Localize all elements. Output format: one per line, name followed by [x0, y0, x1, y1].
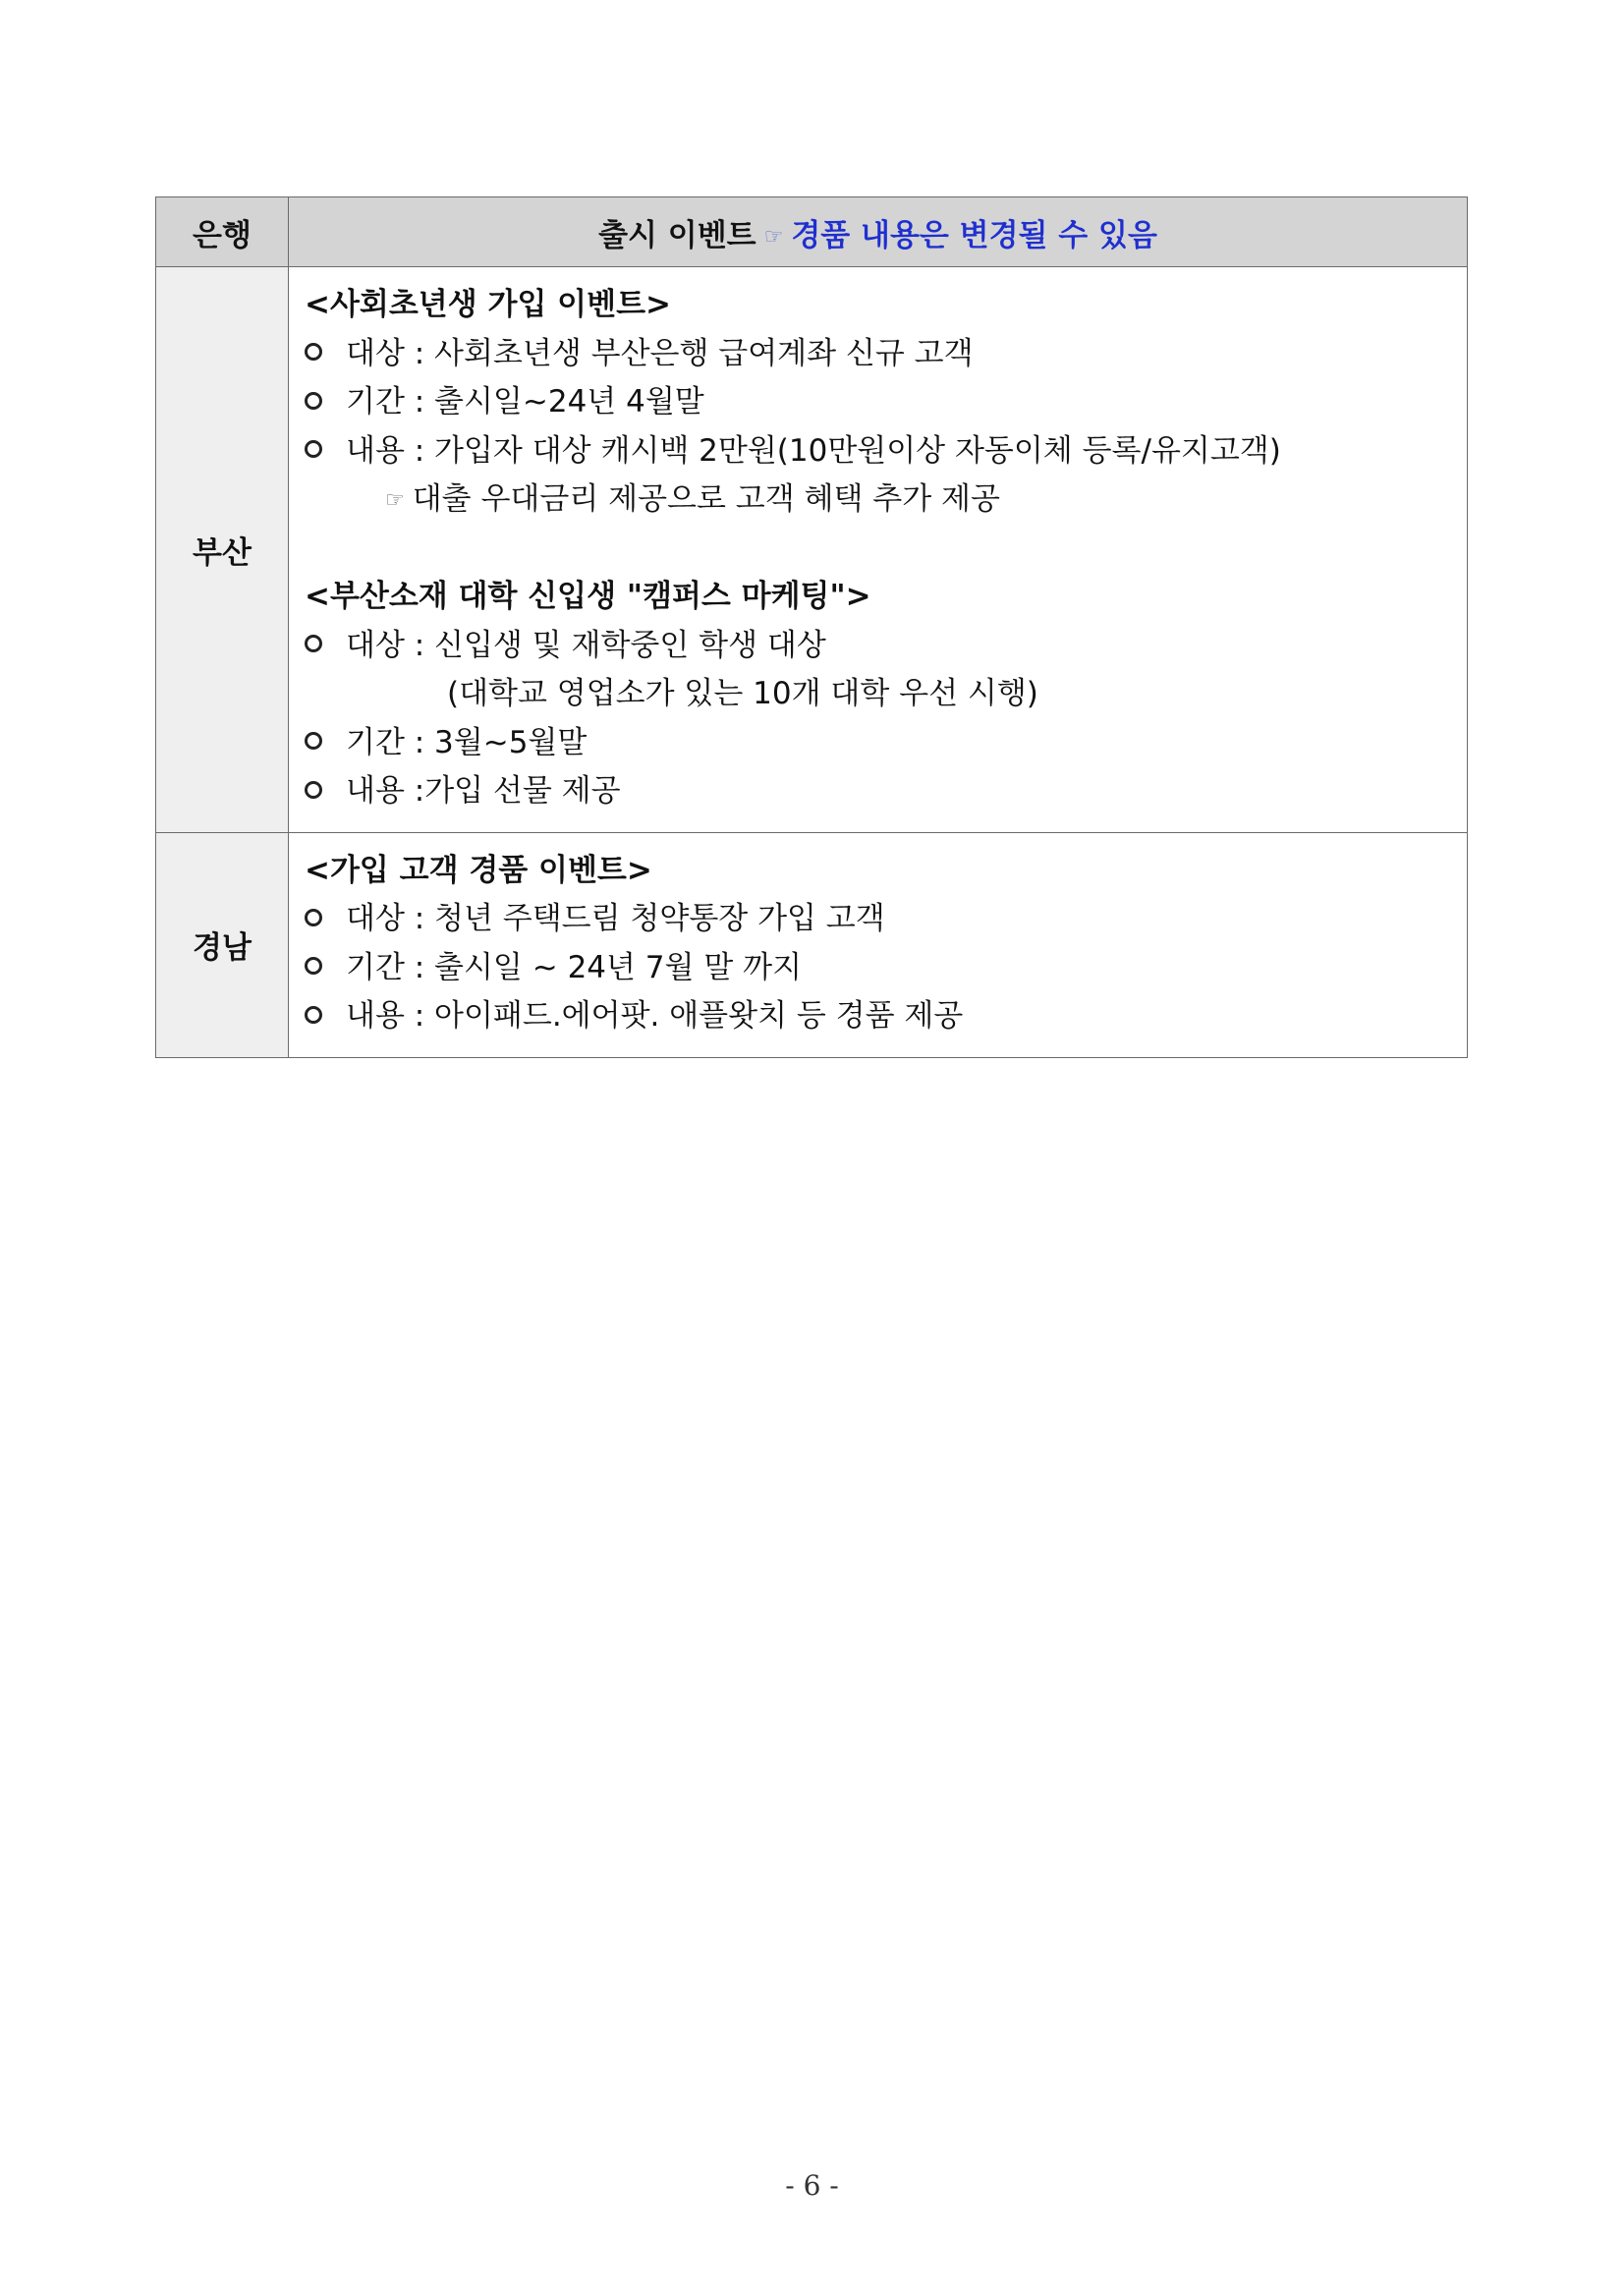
- event-period: 기간 : 출시일~24년 4월말: [289, 378, 1467, 427]
- event-period: 기간 : 3월~5월말: [289, 719, 1467, 768]
- event-content: 내용 : 가입자 대상 캐시백 2만원(10만원이상 자동이체 등록/유지고객): [289, 427, 1467, 476]
- circle-bullet-icon: [305, 392, 322, 410]
- event-title: <가입 고객 경품 이벤트>: [305, 852, 652, 888]
- event-content: 내용 :가입 선물 제공: [289, 767, 1467, 816]
- event-period: 기간 : 출시일 ~ 24년 7월 말 까지: [289, 944, 1467, 993]
- events-gyeongnam: [289, 832, 1468, 1057]
- page-number: - 6 -: [785, 2169, 839, 2202]
- event-target-sub: (대학교 영업소가 있는 10개 대학 우선 시행): [447, 676, 1038, 711]
- event-title: <부산소재 대학 신입생 "캠퍼스 마케팅">: [305, 579, 871, 614]
- event-target: 대상 : 사회초년생 부산은행 급여계좌 신규 고객: [289, 330, 1467, 379]
- circle-bullet-icon: [305, 909, 322, 926]
- event-target: 대상 : 신입생 및 재학중인 학생 대상: [289, 622, 1467, 671]
- table-header-row: [156, 197, 1468, 267]
- bank-name-busan: 부산: [156, 267, 289, 833]
- spacer: [289, 525, 1467, 574]
- circle-bullet-icon: [305, 343, 322, 361]
- pointing-hand-icon: ☞: [763, 224, 784, 250]
- table-row-gyeongnam: [156, 832, 1468, 1057]
- table-row-busan: [156, 267, 1468, 833]
- events-busan: [289, 267, 1468, 833]
- circle-bullet-icon: [305, 440, 322, 458]
- header-note: 경품 내용은 변경될 수 있음: [791, 217, 1157, 253]
- event-table: [155, 196, 1468, 1058]
- header-events: [289, 197, 1468, 267]
- circle-bullet-icon: [305, 732, 322, 750]
- bank-name-gyeongnam: 경남: [156, 832, 289, 1057]
- circle-bullet-icon: [305, 1006, 322, 1024]
- header-bank: 은행: [156, 197, 289, 267]
- header-events-label: 출시 이벤트: [598, 217, 756, 253]
- pointing-hand-icon: ☞: [385, 488, 405, 513]
- circle-bullet-icon: [305, 781, 322, 799]
- event-target: 대상 : 청년 주택드림 청약통장 가입 고객: [289, 895, 1467, 944]
- circle-bullet-icon: [305, 635, 322, 652]
- event-title: <사회초년생 가입 이벤트>: [305, 287, 671, 322]
- event-note: ☞ 대출 우대금리 제공으로 고객 혜택 추가 제공: [289, 476, 1467, 525]
- event-content: 내용 : 아이패드.에어팟. 애플왓치 등 경품 제공: [289, 992, 1467, 1041]
- circle-bullet-icon: [305, 957, 322, 975]
